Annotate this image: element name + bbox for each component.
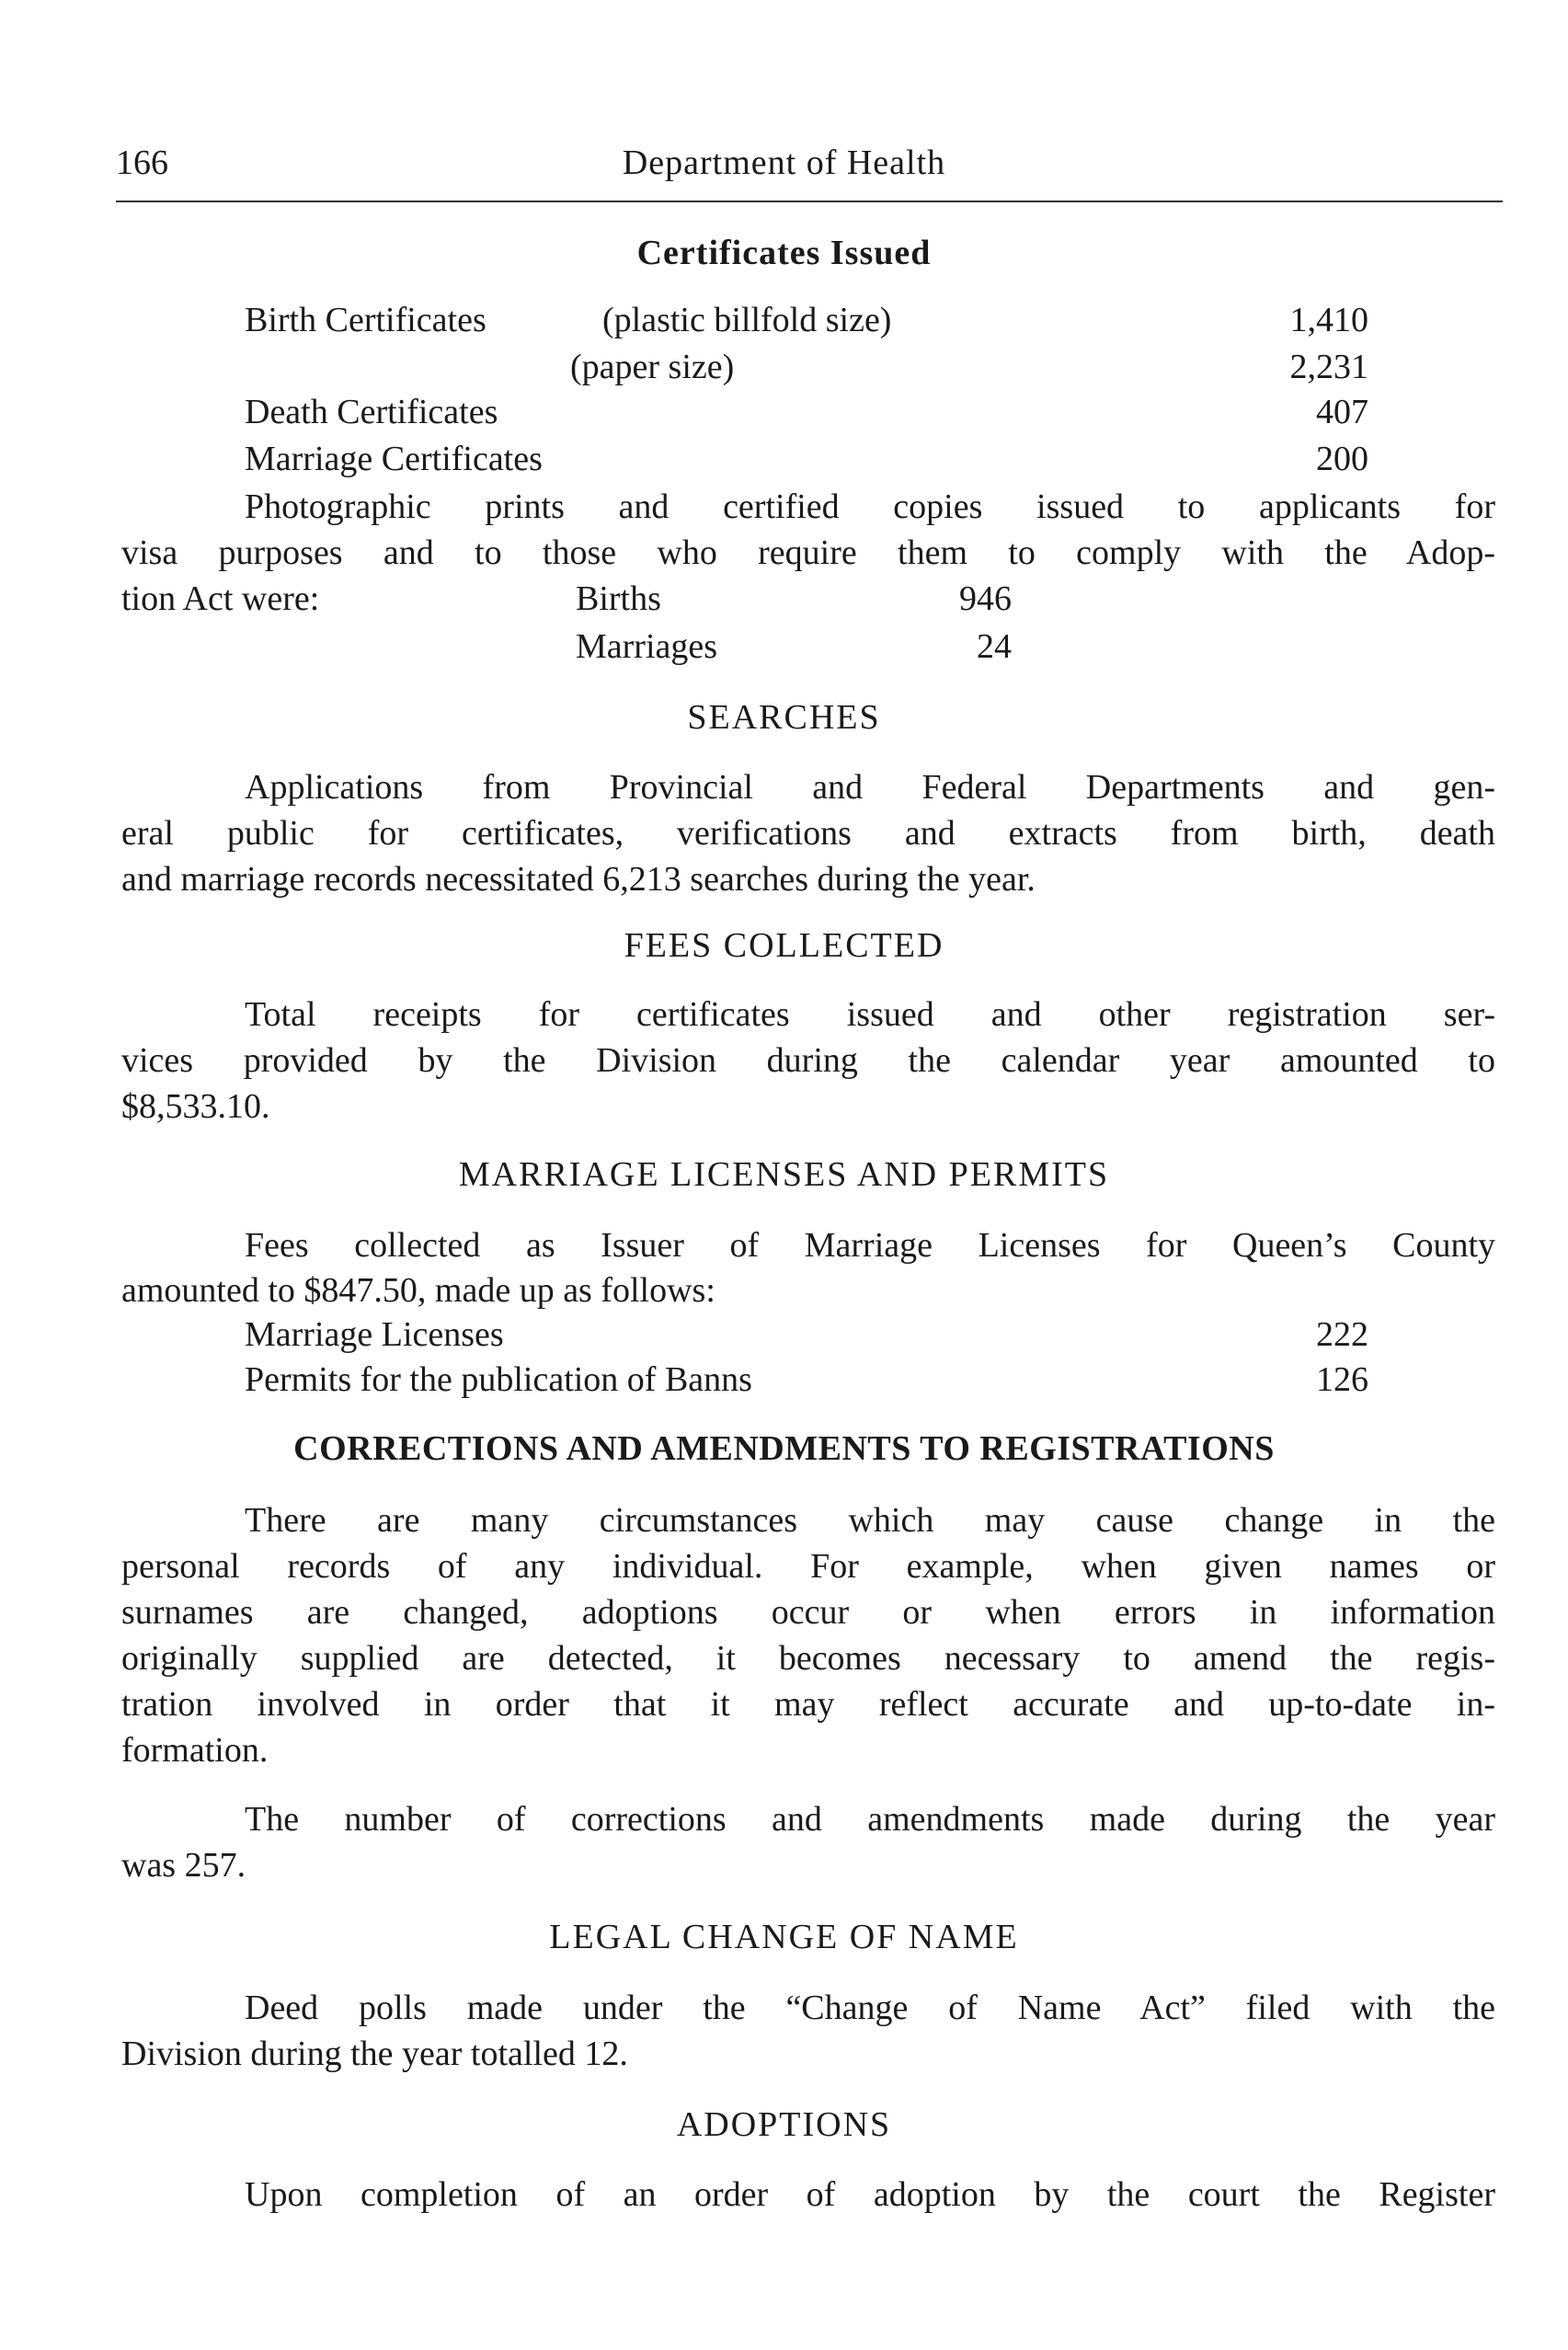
cert-row-detail: (plastic billfold size) — [602, 301, 892, 339]
cert-row-count: 1,410 — [1289, 301, 1368, 339]
searches-heading: SEARCHES — [687, 698, 881, 737]
paragraph-line: Applications from Provincial and Federal Departments and gen- — [245, 768, 1495, 807]
fees-heading: FEES COLLECTED — [624, 926, 944, 965]
paragraph-line: amounted to $847.50, made up as follows: — [121, 1271, 715, 1310]
photo-row-count: 946 — [959, 579, 1012, 618]
cert-row-label: Birth Certificates — [245, 301, 486, 339]
marriage-licenses-heading: MARRIAGE LICENSES AND PERMITS — [458, 1155, 1110, 1194]
paragraph-line: formation. — [121, 1731, 269, 1770]
license-row-count: 222 — [1316, 1315, 1368, 1354]
paragraph-line: and marriage records necessitated 6,213 searches during the year. — [121, 860, 1036, 899]
paragraph-line: Deed polls made under the “Change of Name Act” filed with the — [245, 1989, 1495, 2027]
running-title: Department of Health — [622, 143, 946, 182]
photo-row-label: Births — [576, 579, 661, 618]
paragraph-line: surnames are changed, adoptions occur or when errors in information — [121, 1593, 1495, 1632]
paragraph-line: vices provided by the Division during the calendar year amounted to — [121, 1041, 1495, 1080]
paragraph-line: tion Act were: — [121, 579, 320, 618]
certificates-heading: Certificates Issued — [636, 234, 932, 272]
corrections-heading: CORRECTIONS AND AMENDMENTS TO REGISTRATIONS — [293, 1429, 1275, 1468]
paragraph-line: Fees collected as Issuer of Marriage Licenses for Queen’s County — [245, 1226, 1495, 1265]
paragraph-line: visa purposes and to those who require them to comply with the Adop- — [121, 533, 1495, 572]
cert-row-label: Death Certificates — [245, 393, 498, 431]
cert-row-count: 200 — [1316, 440, 1368, 478]
license-row-count: 126 — [1316, 1360, 1368, 1399]
paragraph-line: Upon completion of an order of adoption by the court the Register — [245, 2175, 1495, 2214]
paragraph-line: Total receipts for certificates issued and other registration ser- — [245, 995, 1495, 1034]
paragraph-line: personal records of any individual. For example, when given names or — [121, 1547, 1495, 1586]
paragraph-line: $8,533.10. — [121, 1087, 270, 1126]
paragraph-line: originally supplied are detected, it becomes necessary to amend the regis- — [121, 1639, 1495, 1678]
paragraph-line: tration involved in order that it may reflect accurate and up-to-date in- — [121, 1685, 1495, 1724]
header-rule — [116, 201, 1503, 202]
paragraph-line: There are many circumstances which may cause change in the — [245, 1501, 1495, 1540]
cert-row-label: Marriage Certificates — [245, 440, 543, 478]
paragraph-line: Division during the year totalled 12. — [121, 2035, 628, 2073]
license-row-label: Marriage Licenses — [245, 1315, 504, 1354]
photo-row-count: 24 — [977, 627, 1012, 666]
photo-row-label: Marriages — [576, 627, 718, 666]
cert-row-count: 407 — [1316, 393, 1368, 431]
paragraph-line: eral public for certificates, verifications and extracts from birth, death — [121, 814, 1495, 853]
cert-row-count: 2,231 — [1289, 348, 1368, 386]
name-change-heading: LEGAL CHANGE OF NAME — [549, 1918, 1019, 1956]
adoptions-heading: ADOPTIONS — [676, 2105, 892, 2144]
page-number: 166 — [116, 143, 168, 182]
cert-row-detail: (paper size) — [570, 348, 735, 386]
license-row-label: Permits for the publication of Banns — [245, 1360, 752, 1399]
paragraph-line: Photographic prints and certified copies issued to applicants for — [245, 487, 1495, 526]
paragraph-line: The number of corrections and amendments made during the year — [245, 1800, 1495, 1839]
paragraph-line: was 257. — [121, 1846, 246, 1885]
